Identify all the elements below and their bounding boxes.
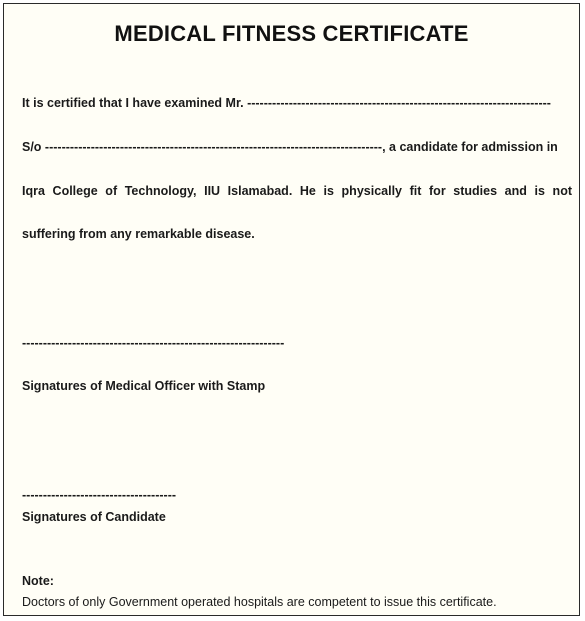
certificate-body-line-1: It is certified that I have examined Mr. ------------------------------------------------------------------------- bbox=[22, 96, 551, 110]
candidate-signature-line: ------------------------------------- bbox=[22, 488, 177, 502]
candidate-signature-label: Signatures of Candidate bbox=[22, 510, 166, 524]
officer-signature-line: --------------------------------------------------------------- bbox=[22, 336, 285, 350]
certificate-title: MEDICAL FITNESS CERTIFICATE bbox=[114, 21, 469, 46]
certificate-body-line-2: S/o ---------------------------------------------------------------------------------, a candidate for admission in bbox=[22, 140, 558, 154]
certificate-body-line-4: suffering from any remarkable disease. bbox=[22, 227, 255, 241]
certificate-body-line-3: Iqra College of Technology, IIU Islamabad. He is physically fit for studies and is not bbox=[22, 184, 572, 198]
note-text: Doctors of only Government operated hospitals are competent to issue this certificate. bbox=[22, 595, 497, 609]
certificate-document bbox=[3, 3, 580, 616]
officer-signature-label: Signatures of Medical Officer with Stamp bbox=[22, 379, 266, 393]
note-heading: Note: bbox=[22, 574, 54, 588]
